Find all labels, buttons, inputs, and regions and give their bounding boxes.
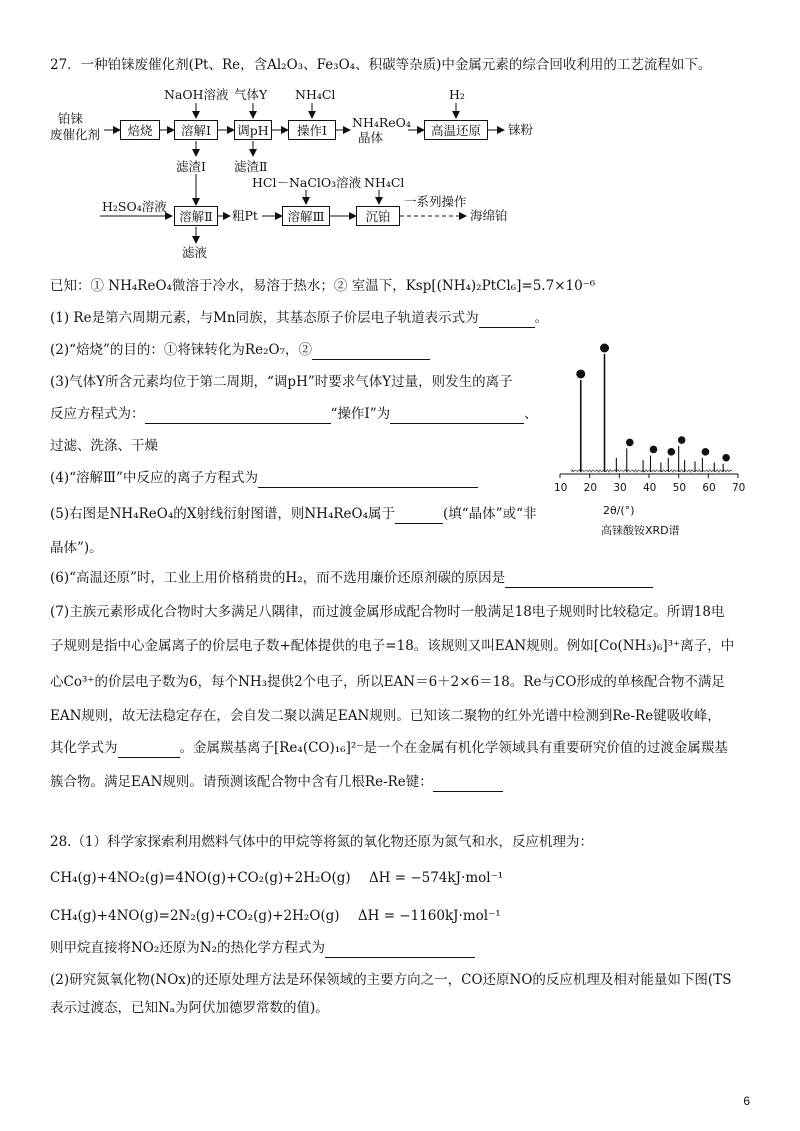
q27-part-3-line-2: 反应方程式为： “操作Ⅰ”为 、: [50, 406, 538, 422]
product-re-powder: 铼粉: [508, 122, 534, 137]
xrd-tick-label: 60: [702, 482, 716, 494]
answer-blank[interactable]: [433, 775, 503, 792]
q27-part-7-line-5: [50, 738, 728, 758]
residue-2: 滤渣Ⅱ: [234, 159, 268, 174]
answer-blank[interactable]: [118, 741, 180, 758]
product-crystal: 晶体: [358, 130, 384, 145]
reagent-gas-y: 气体Y: [234, 87, 268, 102]
product-sponge-pt: 海绵铂: [470, 208, 508, 223]
product-filtrate: 滤液: [182, 245, 208, 260]
q27-part-5-hint: (填“晶体”或“非: [443, 506, 537, 522]
reagent-hcl-naclo3: HCl－NaClO₃溶液: [252, 175, 362, 190]
q28-equation-2-enthalpy: ΔH = −1160kJ·mol⁻¹: [357, 908, 501, 924]
xrd-baseline: [572, 470, 732, 472]
answer-blank[interactable]: [325, 941, 475, 958]
page-number: 6: [743, 1094, 750, 1108]
xrd-peak-marker: [600, 344, 609, 353]
q28-equation-1-text: CH₄(g)+4NO₂(g)=4NO(g)+CO₂(g)+2H₂O(g): [50, 870, 351, 886]
xrd-tick-label: 20: [583, 482, 598, 494]
xrd-peak-marker: [678, 436, 686, 444]
q28-intro: 28.（1）科学家探索利用燃料气体中的甲烷等将氮的氧化物还原为氮气和水，反应机理为：: [50, 834, 594, 850]
q27-part-7-line-3: 心Co³⁺的价层电子数为6，每个NH₃提供2个电子，所以EAN＝6＋2×6＝18。Re与CO形成的单核配合物不满足: [50, 674, 725, 690]
label-series-operations: 一系列操作: [404, 194, 467, 209]
q27-part-6: [50, 568, 653, 588]
q27-part-7-cluster-text: 。金属羰基离子[Re₄(CO)₁₆]²⁻是一个在金属有机化学领域具有重要研究价值的过渡金属羰基: [179, 740, 728, 756]
q28-equation-2: [50, 906, 501, 926]
reagent-naoh: NaOH溶液: [164, 87, 229, 102]
reagent-h2: H₂: [449, 87, 465, 102]
residue-1: 滤渣Ⅰ: [176, 159, 206, 174]
q27-part-7-line-4: EAN规则，故无法稳定存在，会自发二聚以满足EAN规则。已知该二聚物的红外光谱中检测到Re-Re键吸收峰，: [50, 708, 721, 724]
q27-part-4-text: (4)“溶解Ⅲ”中反应的离子方程式为: [50, 470, 258, 486]
q28-equation-2-text: CH₄(g)+4NO(g)=2N₂(g)+CO₂(g)+2H₂O(g): [50, 908, 340, 924]
q27-part-7-line-6: [50, 772, 503, 792]
flow-start-label-1: 铂铼: [58, 111, 84, 126]
q27-part-3-line-1: (3)气体Y所含元素均位于第二周期，“调pH”时要求气体Y过量，则发生的离子: [50, 374, 513, 390]
q28-part-2-line-1: (2)研究氮氧化物(NOx)的还原处理方法是环保领域的主要方向之一，CO还原NO的反应机理及相对能量如下图(TS: [50, 972, 732, 988]
reagent-nh4cl-2: NH₄Cl: [364, 175, 405, 190]
box-operation-1: 操作Ⅰ: [288, 120, 336, 140]
xrd-peak-marker: [626, 439, 634, 447]
q28-part-1-text: 则甲烷直接将NO₂还原为N₂的热化学方程式为: [50, 940, 326, 956]
flow-start-label-2: 废催化剂: [50, 127, 101, 142]
box-precipitate-pt: 沉铂: [356, 206, 400, 226]
product-nh4reo4: NH₄ReO₄: [352, 115, 411, 130]
xrd-xlabel: 2θ/(°): [603, 504, 635, 517]
xrd-tick-label: 10: [554, 482, 568, 494]
xrd-peak-marker: [576, 369, 585, 378]
xrd-caption: 高铼酸铵XRD谱: [601, 524, 680, 537]
q28-part-2-line-2: 表示过渡态，已知Nₐ为阿伏加德罗常数的值)。: [50, 1000, 329, 1016]
box-adjust-ph: 调pH: [234, 120, 272, 140]
box-dissolve-1: 溶解Ⅰ: [174, 120, 218, 140]
xrd-peak-marker: [650, 446, 658, 454]
q27-part-5-text: (5)右图是NH₄ReO₄的X射线衍射图谱，则NH₄ReO₄属于: [50, 506, 395, 522]
xrd-tick-label: 50: [672, 482, 687, 494]
box-dissolve-2: 溶解Ⅱ: [174, 206, 218, 226]
q27-part-6-text: (6)“高温还原”时，工业上用价格稍贵的H₂，而不选用廉价还原剂碳的原因是: [50, 570, 506, 586]
q27-part-7-line-1: (7)主族元素形成化合物时大多满足八隅律，而过渡金属形成配合物时一般满足18电子规则时比较稳定。所谓18电: [50, 604, 725, 620]
xrd-peak-marker: [722, 454, 730, 462]
reagent-nh4cl-1: NH₄Cl: [295, 87, 336, 102]
answer-blank[interactable]: [505, 571, 653, 588]
q28-part-1: [50, 938, 475, 958]
q28-equation-1: [50, 868, 503, 888]
q27-part-7-formula-label: 其化学式为: [50, 740, 118, 756]
q27-part-2-text: (2)“焙烧”的目的：①将铼转化为Re₂O₇，②: [50, 342, 312, 358]
box-dissolve-3: 溶解Ⅲ: [282, 206, 330, 226]
q27-part-5-line-2: 晶体”)。: [50, 540, 103, 556]
xrd-tick-label: 40: [643, 482, 657, 494]
xrd-peak-marker: [667, 448, 675, 456]
q28-equation-1-enthalpy: ΔH = −574kJ·mol⁻¹: [368, 870, 504, 886]
q27-part-1: (1) Re是第六周期元素，与Mn同族，其基态原子价层电子轨道表示式为 。: [50, 310, 549, 326]
q27-part-3-op-label: “操作Ⅰ”为: [330, 406, 391, 422]
box-roast: 焙烧: [120, 120, 160, 140]
product-crude-pt: 粗Pt: [232, 208, 258, 223]
q27-title: 27．一种铂铼废催化剂(Pt、Re，含Al₂O₃、Fe₃O₄、积碳等杂质)中金属元素的综合回收利用的工艺流程如下。: [50, 57, 712, 73]
q27-part-3-line-3: 过滤、洗涤、干燥: [50, 438, 158, 454]
q27-known: 已知：① NH₄ReO₄微溶于冷水，易溶于热水；② 室温下，Ksp[(NH₄)₂PtCl₆]=5.7×10⁻⁶: [50, 278, 596, 294]
box-high-temp-reduction: 高温还原: [424, 120, 488, 140]
xrd-peak-marker: [702, 448, 710, 456]
xrd-tick-label: 70: [732, 482, 746, 494]
xrd-tick-label: 30: [613, 482, 627, 494]
q27-part-1-text: (1) Re是第六周期元素，与Mn同族，其基态原子价层电子轨道表示式为: [50, 310, 479, 326]
reagent-h2so4: H₂SO₄溶液: [102, 199, 167, 214]
q27-part-7-line-2: 子规则是指中心金属离子的价层电子数+配体提供的电子=18。该规则又叫EAN规则。例如[Co(NH₃)₆]³⁺离子，中: [50, 638, 735, 654]
q27-part-7-question: 簇合物。满足EAN规则。请预测该配合物中含有几根Re-Re键：: [50, 774, 433, 790]
q27-part-3-text: 反应方程式为：: [50, 406, 145, 422]
